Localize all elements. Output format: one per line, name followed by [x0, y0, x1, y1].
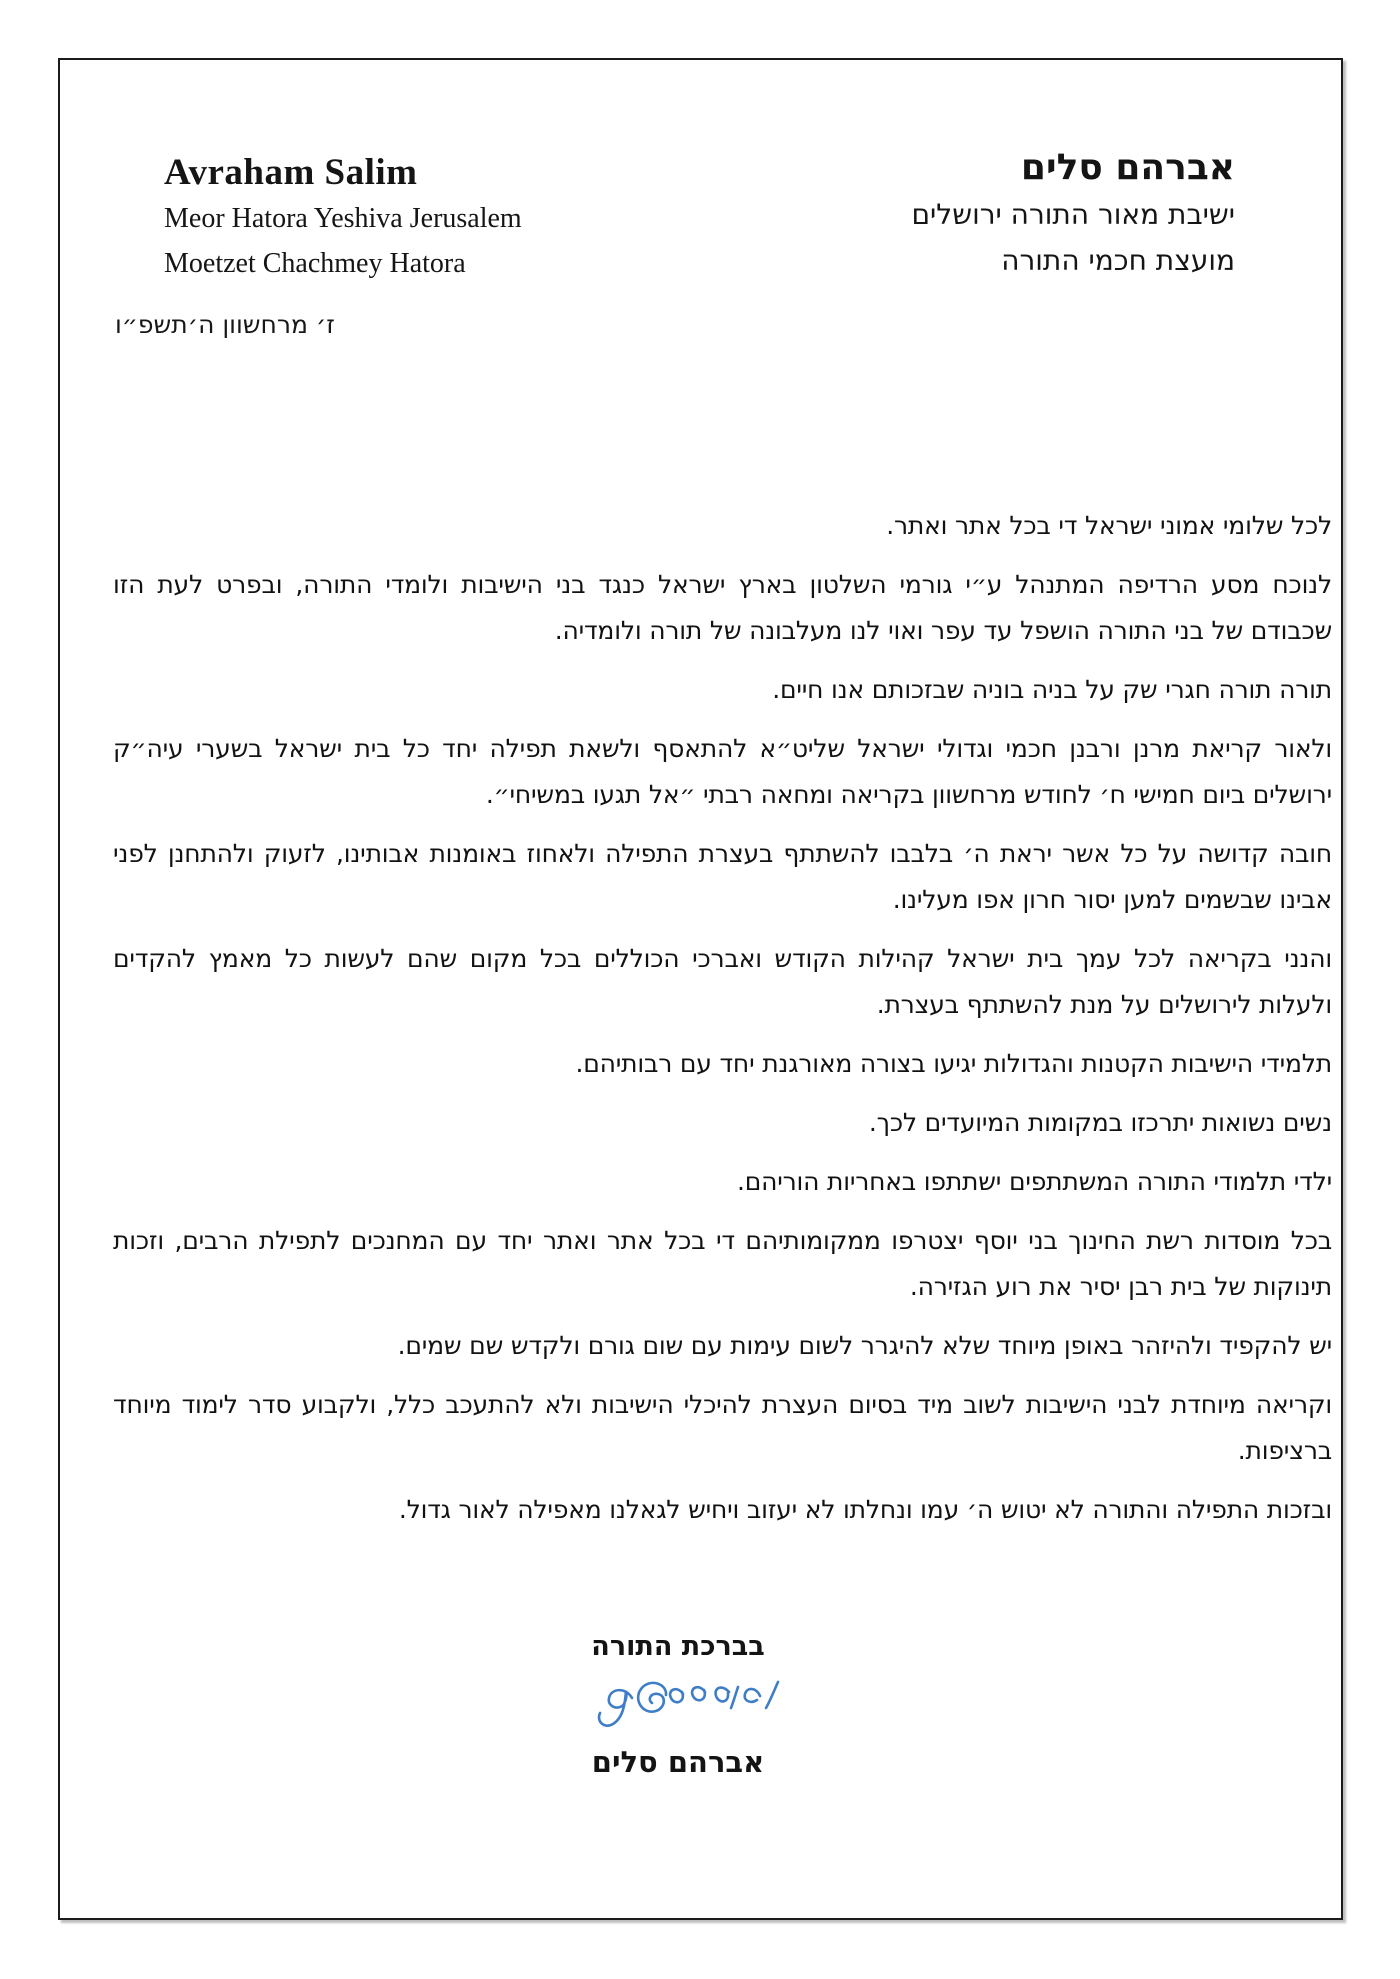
letterhead-name-en: Avraham Salim — [164, 152, 418, 193]
body-paragraph: נשים נשואות יתרכזו במקומות המיועדים לכך. — [868, 1108, 1332, 1137]
body-paragraph: תורה תורה חגרי שק על בניה בוניה שבזכותם אנו חיים. — [772, 675, 1332, 704]
body-paragraph: תלמידי הישיבות הקטנות והגדולות יגיעו בצורה מאורגנת יחד עם רבותיהם. — [575, 1049, 1332, 1078]
body-paragraph: והנני בקריאה לכל עמך בית ישראל קהילות הקודש ואברכי הכוללים בכל מקום שהם לעשות כל מאמץ להקדים ולעלות לירושלים על מנת להשתתף בעצרת. — [113, 944, 1332, 1019]
letter-body — [113, 503, 1332, 1546]
letterhead-name-he: אברהם סלים — [1020, 147, 1235, 188]
letterhead-council-en: Moetzet Chachmey Hatora — [164, 248, 466, 279]
handwritten-signature-icon — [572, 1674, 784, 1730]
closing-block — [0, 1630, 1400, 1780]
letterhead-org-he: ישיבת מאור התורה ירושלים — [911, 198, 1235, 231]
body-paragraph: חובה קדושה על כל אשר יראת ה׳ בלבבו להשתתף בעצרת התפילה ולאחוז באומנות אבותינו, לזעוק ולהתחנן לפני אבינו שבשמים למען יסור חרון אפו מעלינו. — [113, 839, 1332, 914]
letterhead-council-he: מועצת חכמי התורה — [1001, 244, 1235, 277]
closing-blessing: בברכת התורה — [591, 1631, 765, 1662]
letterhead-hebrew — [911, 144, 1235, 284]
body-paragraph: יש להקפיד ולהיזהר באופן מיוחד שלא להיגרר לשום עימות עם שום גורם ולקדש שם שמים. — [397, 1331, 1332, 1360]
body-paragraph: ובזכות התפילה והתורה לא יטוש ה׳ עמו ונחלתו לא יעזוב ויחיש לגאלנו מאפילה לאור גדול. — [398, 1495, 1332, 1524]
body-paragraph: לכל שלומי אמוני ישראל די בכל אתר ואתר. — [886, 511, 1332, 540]
body-paragraph: לנוכח מסע הרדיפה המתנהל ע״י גורמי השלטון בארץ ישראל כנגד בני הישיבות ולומדי התורה, ובפרט לעת הזו שכבודם של בני התורה הושפל עד עפר ואוי לנו מעלבונה של תורה ולומדיה. — [113, 570, 1332, 645]
letterhead-english — [164, 150, 522, 286]
letterhead-org-en: Meor Hatora Yeshiva Jerusalem — [164, 203, 522, 234]
hebrew-date: ז׳ מרחשוון ה׳תשפ״ו — [115, 310, 335, 339]
body-paragraph: ילדי תלמודי התורה המשתתפים ישתתפו באחריות הוריהם. — [736, 1167, 1332, 1196]
body-paragraph: בכל מוסדות רשת החינוך בני יוסף יצטרפו ממקומותיהם די בכל אתר ואתר יחד עם המחנכים לתפילת הרבים, וזכות תינוקות של בית רבן יסיר את רוע הגזירה. — [113, 1226, 1332, 1301]
body-paragraph: וקריאה מיוחדת לבני הישיבות לשוב מיד בסיום העצרת להיכלי הישיבות ולא להתעכב כלל, ולקבוע סדר לימוד מיוחד ברציפות. — [113, 1390, 1332, 1465]
body-paragraph: ולאור קריאת מרנן ורבנן חכמי וגדולי ישראל שליט״א להתאסף ולשאת תפילה יחד כל בית ישראל בשערי עיה״ק ירושלים ביום חמישי ח׳ לחודש מרחשוון בקריאה ומחאה רבתי ״אל תגעו במשיחי״. — [113, 734, 1332, 809]
signer-name: אברהם סלים — [591, 1745, 765, 1779]
